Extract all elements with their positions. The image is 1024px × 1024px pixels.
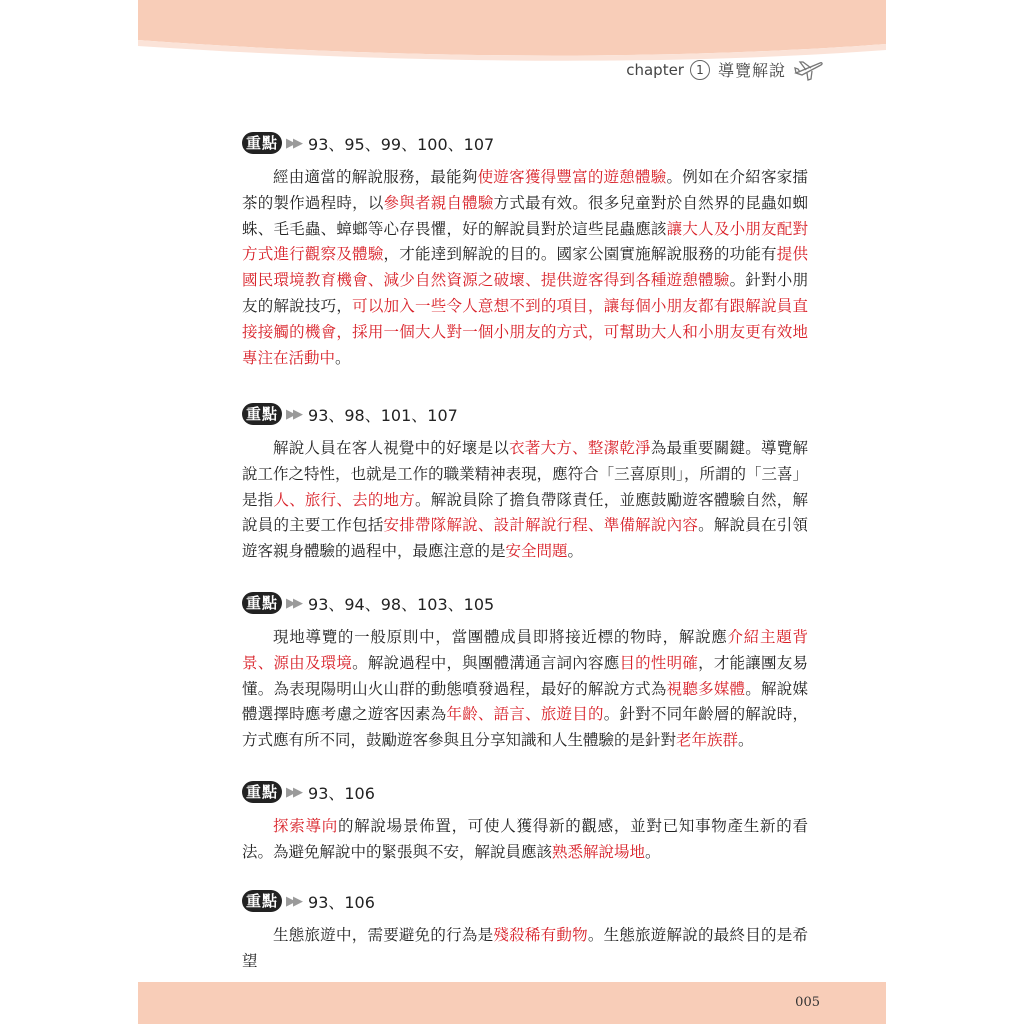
highlighted-key-term: 可以加入一些令人意想不到的項目，讓每個小朋友都有跟解說員直接接觸的機會，採用一個大人對一個小朋友的方式，可幫助大人和小朋友更有效地專注在活動中 (242, 296, 808, 367)
body-text: 生態旅遊中，需要避免的行為是 (273, 926, 494, 944)
body-text: 。解說媒體選擇時應考慮之遊客因素為 (242, 679, 808, 724)
highlighted-key-term: 衣著大方、整潔乾淨 (509, 439, 651, 457)
key-point-heading (242, 780, 808, 804)
exam-year-numbers: 93、106 (308, 892, 375, 912)
page-number: 005 (795, 995, 820, 1010)
exam-year-numbers: 93、94、98、103、105 (308, 594, 495, 614)
chapter-title: 導覽解說 (717, 61, 786, 80)
top-decorative-band (138, 0, 886, 64)
body-text: 。解說員除了擔負帶隊責任，並應鼓勵遊客體驗自然，解說員的主要工作包括 (242, 490, 808, 535)
key-point-heading (242, 889, 808, 913)
key-point-badge: 重點 (242, 592, 282, 614)
key-point-section (242, 591, 808, 769)
highlighted-key-term: 老年族群 (676, 731, 739, 750)
body-text: 。解說員在引領遊客親身體驗的過程中，最應注意的是 (242, 516, 808, 561)
section-paragraph (242, 814, 808, 866)
highlighted-key-term: 參與者親自體驗 (383, 193, 494, 212)
key-point-heading (242, 402, 808, 426)
body-text: 。生態旅遊解說的最終目的是希望 (242, 926, 808, 970)
double-arrow-icon: ▶▶ (286, 893, 301, 909)
highlighted-key-term: 讓大人及小朋友配對方式進行觀察及體驗 (242, 219, 808, 264)
highlighted-key-term: 提供國民環境教育機會、減少自然資源之破壞、提供遊客得到各種遊憩體驗 (242, 245, 808, 290)
body-text: ，才能達到解說的目的。國家公園實施解說服務的功能有 (383, 245, 777, 264)
bottom-decorative-band (138, 982, 886, 1024)
key-point-heading (242, 591, 808, 615)
highlighted-key-term: 介紹主題背景、源由及環境 (242, 628, 808, 672)
exam-year-numbers: 93、106 (308, 783, 375, 803)
key-point-badge: 重點 (242, 132, 282, 154)
highlighted-key-term: 視聽多媒體 (666, 679, 746, 698)
body-text: 。針對小朋友的解說技巧， (242, 271, 808, 315)
key-point-badge: 重點 (242, 890, 282, 912)
key-point-badge: 重點 (242, 403, 282, 425)
section-paragraph (242, 625, 808, 754)
body-text: 解說人員在客人視覺中的好壞是以 (273, 439, 510, 457)
chapter-number: 1 (690, 60, 710, 80)
body-text: 。針對不同年齡層的解說時，方式應有所不同，鼓勵遊客參與且分享知識和人生體驗的是針對 (242, 705, 808, 750)
highlighted-key-term: 探索導向 (273, 817, 338, 835)
section-paragraph (242, 923, 808, 975)
highlighted-key-term: 人、旅行、去的地方 (273, 490, 416, 509)
highlighted-key-term: 使遊客獲得豐富的遊憩體驗 (477, 168, 667, 186)
body-text: 。 (645, 842, 661, 861)
key-point-section (242, 131, 808, 387)
body-text: 。例如在介紹客家擂茶的製作過程時，以 (242, 168, 808, 212)
body-text: ，才能讓團友易懂。為表現陽明山火山群的動態噴發過程，最好的解說方式為 (242, 653, 808, 698)
double-arrow-icon: ▶▶ (286, 135, 301, 151)
chapter-header (626, 58, 824, 81)
double-arrow-icon: ▶▶ (286, 784, 301, 800)
key-point-section (242, 889, 808, 990)
body-text: 方式最有效。很多兒童對於自然界的昆蟲如蜘蛛、毛毛蟲、蟑螂等心存畏懼，好的解說員對於這些昆蟲應該 (242, 193, 808, 238)
section-paragraph (242, 165, 808, 371)
body-text: 的解說場景佈置，可使人獲得新的觀感，並對已知事物產生新的看法。為避免解說中的緊張與不安，解說員應該 (242, 817, 808, 861)
double-arrow-icon: ▶▶ (286, 406, 301, 422)
exam-year-numbers: 93、95、99、100、107 (308, 134, 495, 154)
highlighted-key-term: 安排帶隊解說、設計解說行程、準備解說內容 (383, 516, 699, 535)
body-text: 。 (738, 731, 754, 750)
body-text: 經由適當的解說服務，最能夠 (273, 168, 478, 186)
highlighted-key-term: 年齡、語言、旅遊目的 (446, 705, 604, 724)
body-text: 。 (335, 348, 351, 367)
highlighted-key-term: 熟悉解說場地 (552, 842, 646, 861)
highlighted-key-term: 目的性明確 (619, 653, 699, 672)
highlighted-key-term: 安全問題 (505, 542, 568, 561)
book-page (138, 0, 886, 1024)
section-paragraph (242, 436, 808, 565)
body-text: 現地導覽的一般原則中，當團體成員即將接近標的物時，解說應 (273, 628, 728, 646)
body-text: 。解說過程中，與團體溝通言詞內容應 (352, 653, 620, 672)
key-point-heading (242, 131, 808, 155)
highlighted-key-term: 殘殺稀有動物 (493, 926, 588, 944)
body-text: 。 (567, 542, 584, 561)
key-point-section (242, 402, 808, 580)
key-point-section (242, 780, 808, 881)
key-point-badge: 重點 (242, 781, 282, 803)
double-arrow-icon: ▶▶ (286, 595, 301, 611)
exam-year-numbers: 93、98、101、107 (308, 405, 458, 425)
chapter-label: chapter (626, 60, 684, 79)
airplane-icon (794, 59, 824, 81)
body-text: 為最重要關鍵。導覽解說工作之特性，也就是工作的職業精神表現，應符合「三喜原則」，所謂的「三喜」是指 (242, 439, 808, 509)
